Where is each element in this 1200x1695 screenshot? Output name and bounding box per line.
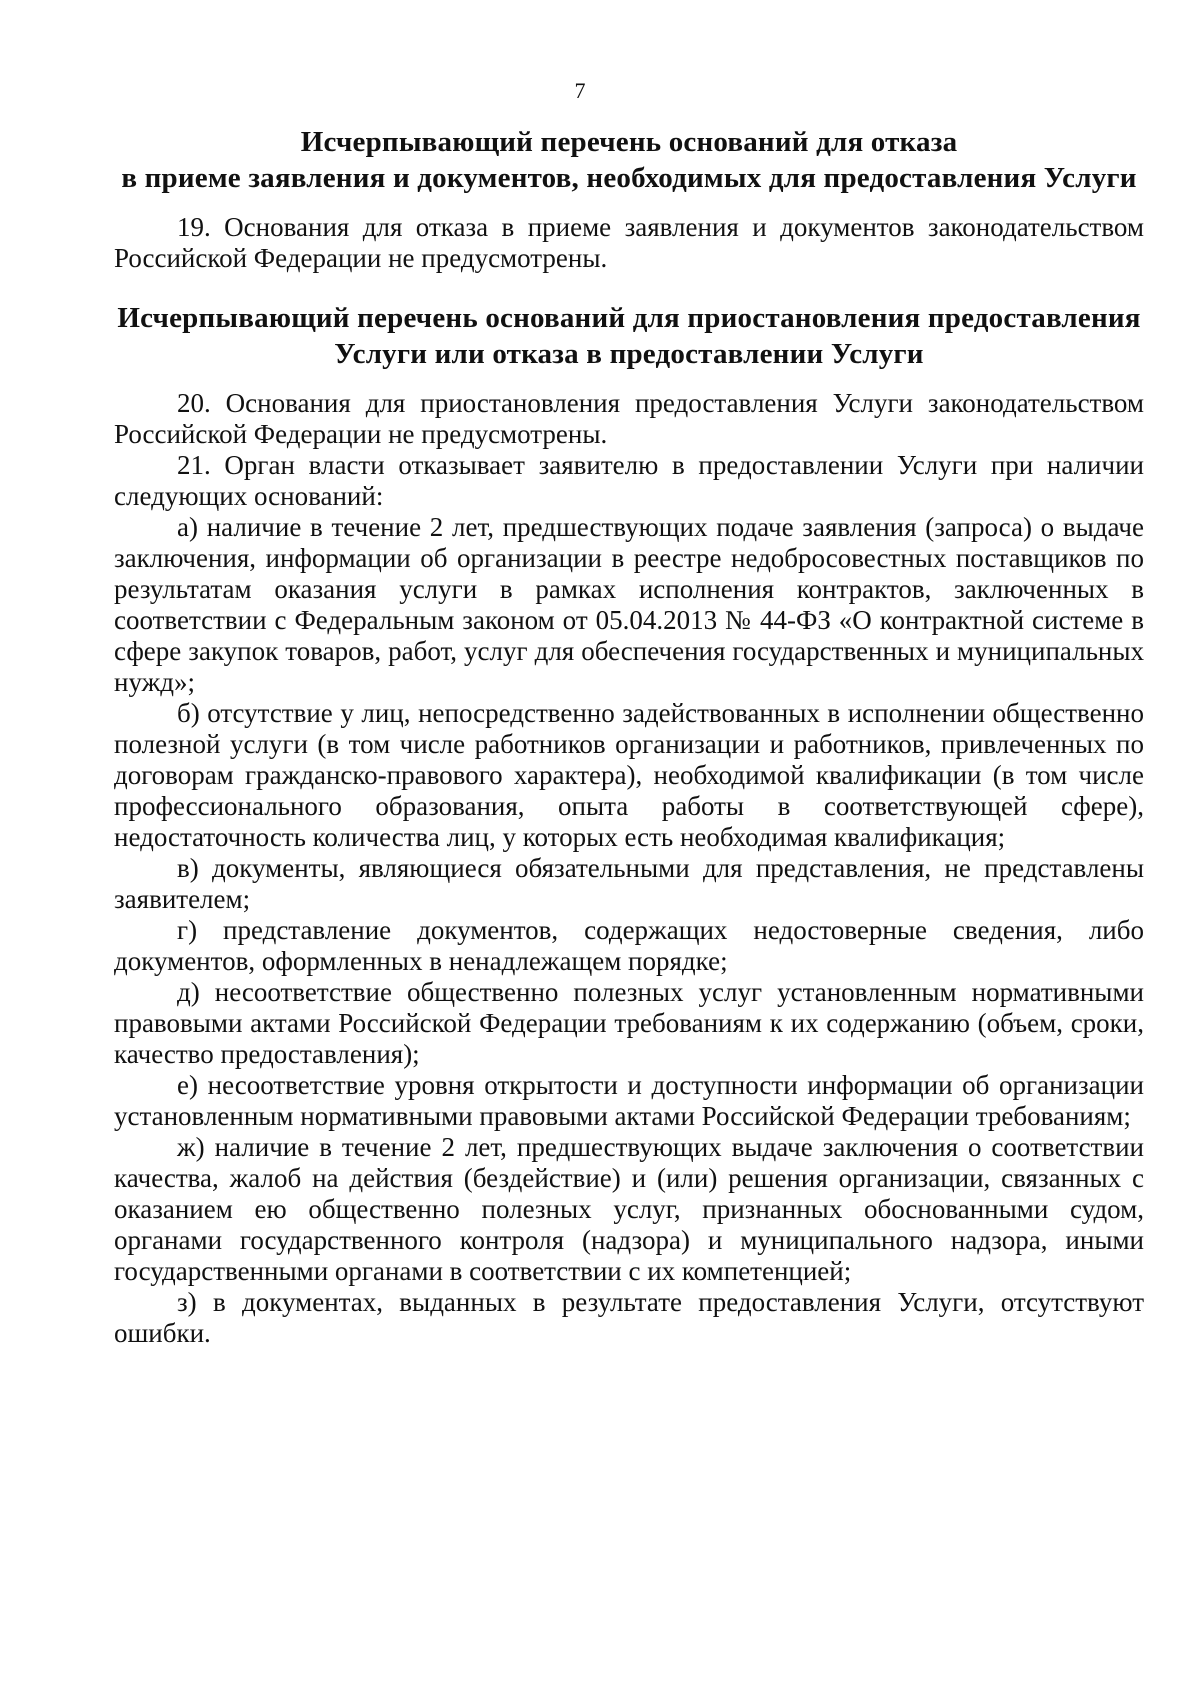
list-item-zh: ж) наличие в течение 2 лет, предшествующих выдаче заключения о соответствии качества, жалоб на действия (бездействие) и (или) решения организации, связанных с оказанием ею общественно полезных услуг, признанных обоснованными судом, органами государственного контроля (надзора) и муниципального надзора, иными государственными органами в соответствии с их компетенцией; (114, 1132, 1144, 1286)
list-item-z: з) в документах, выданных в результате предоставления Услуги, отсутствуют ошибки. (114, 1287, 1144, 1348)
section-heading-suspension-refusal (114, 300, 1144, 372)
paragraph-20: 20. Основания для приостановления предоставления Услуги законодательством Российской Федерации не предусмотрены. (114, 388, 1144, 449)
heading-line: в приеме заявления и документов, необходимых для предоставления Услуги (121, 162, 1137, 194)
paragraph-21: 21. Орган власти отказывает заявителю в предоставлении Услуги при наличии следующих оснований: (114, 450, 1144, 511)
heading-line: Услуги или отказа в предоставлении Услуги (334, 338, 924, 370)
page-number: 7 (574, 78, 586, 103)
list-item-g: г) представление документов, содержащих недостоверные сведения, либо документов, оформленных в ненадлежащем порядке; (114, 915, 1144, 976)
paragraph-19: 19. Основания для отказа в приеме заявления и документов законодательством Российской Федерации не предусмотрены. (114, 212, 1144, 273)
list-item-d: д) несоответствие общественно полезных услуг установленным нормативными правовыми актами Российской Федерации требованиям к их содержанию (объем, сроки, качество предоставления); (114, 977, 1144, 1069)
document-body (114, 124, 1144, 1349)
list-item-v: в) документы, являющиеся обязательными для представления, не представлены заявителем; (114, 853, 1144, 914)
heading-line: Исчерпывающий перечень оснований для приостановления предоставления (117, 302, 1141, 334)
section-heading-refusal-acceptance (114, 124, 1144, 196)
list-item-e: е) несоответствие уровня открытости и доступности информации об организации установленным нормативными правовыми актами Российской Федерации требованиям; (114, 1070, 1144, 1131)
list-item-b: б) отсутствие у лиц, непосредственно задействованных в исполнении общественно полезной услуги (в том числе работников организации и работников, привлеченных по договорам гражданско-правового характера), необходимой квалификации (в том числе профессионального образования, опыта работы в соответствующей сфере), недостаточность количества лиц, у которых есть необходимая квалификация; (114, 698, 1144, 852)
list-item-a: а) наличие в течение 2 лет, предшествующих подаче заявления (запроса) о выдаче заключения, информации об организации в реестре недобросовестных поставщиков по результатам оказания услуги в рамках исполнения контрактов, заключенных в соответствии с Федеральным законом от 05.04.2013 № 44-ФЗ «О контрактной системе в сфере закупок товаров, работ, услуг для обеспечения государственных и муниципальных нужд»; (114, 512, 1144, 697)
heading-line: Исчерпывающий перечень оснований для отказа (300, 126, 958, 158)
